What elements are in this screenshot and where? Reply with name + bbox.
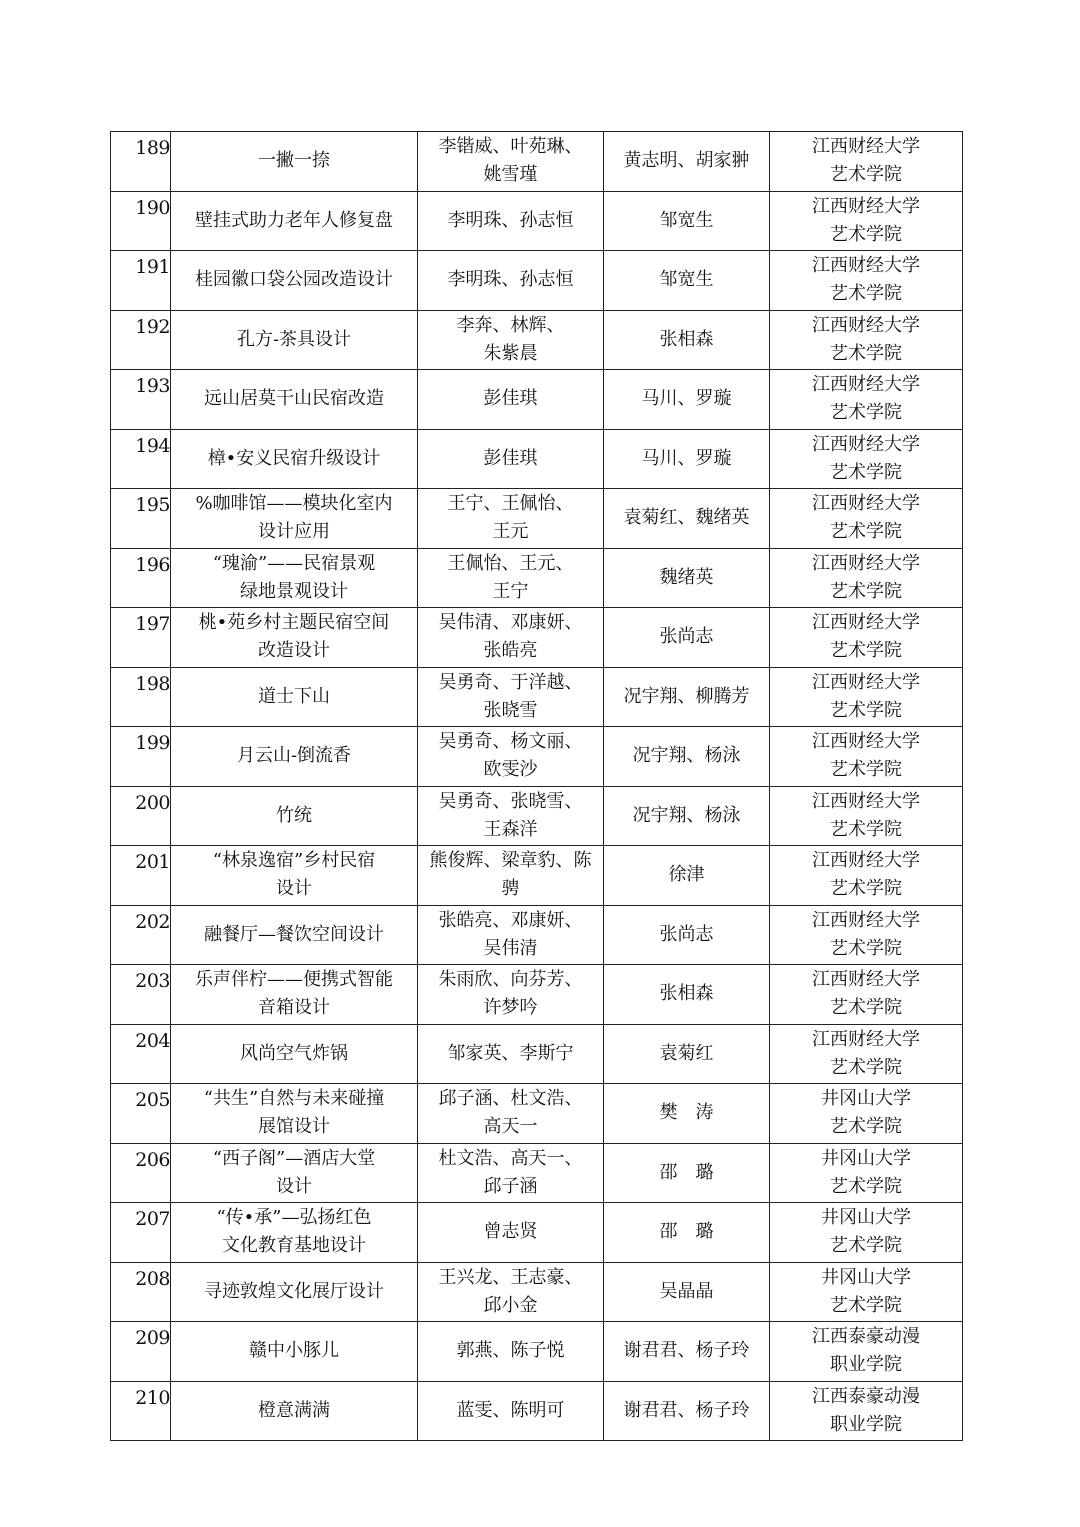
advisor-names: 樊 涛 [659, 1102, 714, 1124]
work-title: “林泉逸宿”乡村民宿 设计 [212, 850, 376, 900]
entry-number: 191 [135, 256, 170, 278]
entry-number-cell [111, 1322, 171, 1382]
advisor-names-cell [604, 191, 770, 251]
work-title-cell [171, 905, 418, 965]
school-name: 江西财经大学 艺术学院 [812, 731, 920, 781]
author-names: 吴伟清、邓康妍、 张皓亮 [438, 612, 583, 662]
author-names: 彭佳琪 [483, 388, 538, 410]
table-row [111, 965, 963, 1025]
work-title: “传•承”—弘扬红色 文化教育基地设计 [216, 1207, 372, 1257]
author-names-cell [418, 370, 604, 430]
entry-number: 190 [135, 196, 170, 219]
work-title-cell [171, 191, 418, 251]
entry-number-cell [111, 1084, 171, 1144]
author-names: 李明珠、孙志恒 [447, 269, 574, 291]
entry-number: 193 [135, 375, 170, 397]
work-title-cell [171, 846, 418, 906]
work-title-cell [171, 1322, 418, 1382]
advisor-names-cell [604, 1084, 770, 1144]
school-name-cell [770, 786, 963, 846]
work-title-cell [171, 548, 418, 608]
advisor-names-cell [604, 667, 770, 727]
school-name: 江西财经大学 艺术学院 [812, 612, 920, 662]
author-names-cell [418, 132, 604, 192]
school-name: 江西泰豪动漫 职业学院 [812, 1326, 920, 1376]
author-names: 王兴龙、王志豪、 邱小金 [438, 1266, 583, 1316]
school-name: 江西财经大学 艺术学院 [812, 493, 920, 543]
school-name: 江西财经大学 艺术学院 [812, 671, 920, 721]
work-title-cell [171, 1084, 418, 1144]
author-names: 彭佳琪 [483, 447, 538, 469]
advisor-names-cell [604, 786, 770, 846]
advisor-names: 黄志明、胡家翀 [623, 150, 750, 172]
entry-number-cell [111, 727, 171, 787]
author-names-cell [418, 727, 604, 787]
advisor-names: 张尚志 [659, 923, 714, 945]
school-name-cell [770, 1262, 963, 1322]
work-title: 樟•安义民宿升级设计 [207, 447, 381, 469]
school-name-cell [770, 1024, 963, 1084]
entry-number-cell [111, 1381, 171, 1441]
entry-number-cell [111, 191, 171, 251]
work-title-cell [171, 1262, 418, 1322]
work-title: 寻迹敦煌文化展厅设计 [204, 1280, 384, 1302]
table-body [111, 132, 963, 1441]
advisor-names-cell [604, 1143, 770, 1203]
advisor-names-cell [604, 310, 770, 370]
entry-number: 201 [135, 851, 170, 873]
school-name-cell [770, 251, 963, 311]
school-name: 井冈山大学 艺术学院 [821, 1147, 911, 1197]
table-row [111, 667, 963, 727]
entry-number-cell [111, 667, 171, 727]
advisor-names-cell [604, 132, 770, 192]
work-title: 桃•苑乡村主题民宿空间 改造设计 [198, 612, 390, 662]
advisor-names: 张相森 [659, 983, 714, 1005]
entry-number: 204 [135, 1029, 170, 1052]
school-name: 江西财经大学 艺术学院 [812, 433, 920, 483]
work-title: “西子阁”—酒店大堂 设计 [212, 1147, 376, 1197]
work-title: 风尚空气炸锅 [240, 1042, 348, 1064]
entry-number: 189 [135, 137, 170, 159]
work-title-cell [171, 965, 418, 1025]
table-row [111, 489, 963, 549]
school-name-cell [770, 370, 963, 430]
entry-number-cell [111, 846, 171, 906]
advisor-names-cell [604, 548, 770, 608]
author-names-cell [418, 667, 604, 727]
author-names: 邹家英、李斯宁 [447, 1042, 574, 1064]
school-name: 江西财经大学 艺术学院 [812, 909, 920, 959]
author-names-cell [418, 1322, 604, 1382]
author-names-cell [418, 429, 604, 489]
entry-number-cell [111, 310, 171, 370]
table-row [111, 1203, 963, 1263]
school-name-cell [770, 132, 963, 192]
school-name: 井冈山大学 艺术学院 [821, 1088, 911, 1138]
advisor-names: 徐津 [668, 864, 705, 886]
school-name-cell [770, 191, 963, 251]
table-row [111, 786, 963, 846]
school-name-cell [770, 727, 963, 787]
school-name: 江西财经大学 艺术学院 [812, 374, 920, 424]
advisor-names: 邵 璐 [659, 1221, 714, 1243]
author-names-cell [418, 965, 604, 1025]
entry-number-cell [111, 429, 171, 489]
school-name: 江西财经大学 艺术学院 [812, 1028, 920, 1078]
school-name-cell [770, 905, 963, 965]
advisor-names: 袁菊红 [659, 1042, 714, 1064]
author-names: 王宁、王佩怡、 王元 [447, 493, 574, 543]
author-names-cell [418, 1262, 604, 1322]
author-names: 邱子涵、杜文浩、 高天一 [438, 1088, 583, 1138]
advisor-names-cell [604, 1381, 770, 1441]
work-title-cell [171, 132, 418, 192]
table-row [111, 1084, 963, 1144]
author-names-cell [418, 489, 604, 549]
entry-number-cell [111, 965, 171, 1025]
work-title-cell [171, 489, 418, 549]
school-name: 江西泰豪动漫 职业学院 [812, 1385, 920, 1435]
entry-number-cell [111, 786, 171, 846]
author-names-cell [418, 251, 604, 311]
work-title-cell [171, 608, 418, 668]
author-names: 杜文浩、高天一、 邱子涵 [438, 1147, 583, 1197]
author-names: 吴勇奇、张晓雪、 王森洋 [438, 790, 583, 840]
entry-number: 206 [135, 1148, 170, 1171]
school-name-cell [770, 846, 963, 906]
advisor-names: 吴晶晶 [659, 1280, 714, 1302]
school-name: 江西财经大学 艺术学院 [812, 314, 920, 364]
work-title: 道士下山 [258, 685, 330, 707]
school-name: 江西财经大学 艺术学院 [812, 195, 920, 245]
advisor-names-cell [604, 1024, 770, 1084]
author-names-cell [418, 905, 604, 965]
table-row [111, 370, 963, 430]
advisor-names-cell [604, 965, 770, 1025]
work-title-cell [171, 1381, 418, 1441]
author-names-cell [418, 1143, 604, 1203]
author-names: 朱雨欣、向芬芳、 许梦吟 [438, 969, 583, 1019]
entry-number-cell [111, 1024, 171, 1084]
table-row [111, 132, 963, 192]
advisor-names-cell [604, 1262, 770, 1322]
advisor-names: 邵 璐 [659, 1161, 714, 1183]
table-row [111, 548, 963, 608]
school-name: 江西财经大学 艺术学院 [812, 790, 920, 840]
entry-number: 203 [135, 970, 170, 992]
school-name-cell [770, 548, 963, 608]
advisor-names-cell [604, 846, 770, 906]
table-row [111, 429, 963, 489]
entry-number: 192 [135, 315, 170, 338]
advisor-names: 谢君君、杨子玲 [623, 1399, 750, 1421]
advisor-names: 马川、罗璇 [641, 447, 732, 469]
author-names: 熊俊辉、梁章豹、陈 骋 [429, 850, 592, 900]
entry-number: 196 [135, 553, 170, 576]
advisor-names-cell [604, 608, 770, 668]
entry-number-cell [111, 608, 171, 668]
entry-number-cell [111, 132, 171, 192]
school-name-cell [770, 1381, 963, 1441]
advisor-names: 况宇翔、柳腾芳 [623, 685, 750, 707]
table-row [111, 1262, 963, 1322]
work-title: %咖啡馆——模块化室内 设计应用 [195, 493, 393, 543]
work-title: 橙意满满 [258, 1399, 330, 1421]
school-name-cell [770, 310, 963, 370]
work-title-cell [171, 1024, 418, 1084]
school-name: 井冈山大学 艺术学院 [821, 1207, 911, 1257]
work-title-cell [171, 310, 418, 370]
work-title: 赣中小豚儿 [249, 1340, 339, 1362]
table-row [111, 310, 963, 370]
author-names-cell [418, 310, 604, 370]
entry-number: 195 [135, 494, 170, 516]
author-names: 蓝雯、陈明可 [456, 1399, 565, 1421]
school-name-cell [770, 608, 963, 668]
entry-number: 210 [135, 1386, 170, 1409]
school-name-cell [770, 667, 963, 727]
author-names-cell [418, 191, 604, 251]
author-names-cell [418, 1084, 604, 1144]
author-names: 王佩怡、王元、 王宁 [447, 552, 574, 602]
author-names: 曾志贤 [483, 1221, 538, 1243]
work-title-cell [171, 251, 418, 311]
advisor-names: 马川、罗璇 [641, 388, 732, 410]
table-row [111, 1381, 963, 1441]
entry-number-cell [111, 905, 171, 965]
entry-number: 200 [135, 791, 170, 814]
school-name: 江西财经大学 艺术学院 [812, 969, 920, 1019]
advisor-names: 邹宽生 [659, 269, 714, 291]
school-name-cell [770, 965, 963, 1025]
work-title-cell [171, 1203, 418, 1263]
work-title: 壁挂式助力老年人修复盘 [195, 209, 393, 231]
work-title: 孔方-茶具设计 [236, 328, 352, 350]
author-names: 李锴威、叶苑琳、 姚雪瑾 [438, 136, 583, 186]
school-name-cell [770, 1143, 963, 1203]
work-title-cell [171, 429, 418, 489]
author-names: 张皓亮、邓康妍、 吴伟清 [438, 909, 583, 959]
advisor-names: 况宇翔、杨泳 [632, 745, 741, 767]
entry-number-cell [111, 1143, 171, 1203]
school-name: 江西财经大学 艺术学院 [812, 552, 920, 602]
advisor-names-cell [604, 429, 770, 489]
entry-number: 198 [135, 672, 170, 695]
entry-number: 202 [135, 910, 170, 933]
entry-number-cell [111, 1203, 171, 1263]
table-row [111, 251, 963, 311]
author-names-cell [418, 548, 604, 608]
advisor-names-cell [604, 1203, 770, 1263]
school-name: 江西财经大学 艺术学院 [812, 850, 920, 900]
author-names: 李明珠、孙志恒 [447, 209, 574, 231]
advisor-names-cell [604, 905, 770, 965]
entry-number: 194 [135, 434, 170, 457]
entry-number-cell [111, 548, 171, 608]
table-row [111, 1024, 963, 1084]
work-title: “瑰渝”——民宿景观 绿地景观设计 [212, 552, 376, 602]
entry-number: 209 [135, 1327, 170, 1349]
table-row [111, 846, 963, 906]
table-row [111, 905, 963, 965]
table-row [111, 727, 963, 787]
work-title-cell [171, 1143, 418, 1203]
work-title: 一撇一捺 [258, 150, 330, 172]
advisor-names-cell [604, 727, 770, 787]
table-row [111, 1322, 963, 1382]
advisor-names: 张尚志 [659, 626, 714, 648]
work-title-cell [171, 667, 418, 727]
school-name-cell [770, 1322, 963, 1382]
school-name: 江西财经大学 艺术学院 [812, 136, 920, 186]
entry-number: 207 [135, 1208, 170, 1230]
author-names: 吴勇奇、于洋越、 张晓雪 [438, 671, 583, 721]
entry-number: 199 [135, 732, 170, 754]
work-title: 远山居莫干山民宿改造 [204, 388, 384, 410]
author-names-cell [418, 786, 604, 846]
entry-number-cell [111, 1262, 171, 1322]
work-title: “共生”自然与未来碰撞 展馆设计 [203, 1088, 385, 1138]
work-title-cell [171, 370, 418, 430]
table-row [111, 1143, 963, 1203]
school-name-cell [770, 1084, 963, 1144]
author-names: 郭燕、陈子悦 [456, 1340, 565, 1362]
author-names-cell [418, 846, 604, 906]
author-names-cell [418, 1024, 604, 1084]
advisor-names: 邹宽生 [659, 209, 714, 231]
advisor-names: 张相森 [659, 328, 714, 350]
author-names-cell [418, 608, 604, 668]
table-row [111, 608, 963, 668]
advisor-names-cell [604, 1322, 770, 1382]
entry-number-cell [111, 489, 171, 549]
work-title: 桂园徽口袋公园改造设计 [195, 269, 393, 291]
advisor-names: 魏绪英 [659, 566, 714, 588]
school-name: 井冈山大学 艺术学院 [821, 1266, 911, 1316]
entry-number-cell [111, 251, 171, 311]
entry-number: 205 [135, 1089, 170, 1111]
school-name-cell [770, 429, 963, 489]
work-title-cell [171, 727, 418, 787]
advisor-names: 谢君君、杨子玲 [623, 1340, 750, 1362]
award-list-table [110, 131, 963, 1441]
author-names-cell [418, 1381, 604, 1441]
advisor-names: 袁菊红、魏绪英 [623, 507, 750, 529]
advisor-names: 况宇翔、杨泳 [632, 804, 741, 826]
advisor-names-cell [604, 251, 770, 311]
author-names-cell [418, 1203, 604, 1263]
school-name-cell [770, 489, 963, 549]
work-title: 月云山-倒流香 [236, 745, 352, 767]
school-name: 江西财经大学 艺术学院 [812, 255, 920, 305]
advisor-names-cell [604, 489, 770, 549]
entry-number: 208 [135, 1267, 170, 1290]
advisor-names-cell [604, 370, 770, 430]
author-names: 吴勇奇、杨文丽、 欧雯沙 [438, 731, 583, 781]
entry-number-cell [111, 370, 171, 430]
school-name-cell [770, 1203, 963, 1263]
table-row [111, 191, 963, 251]
work-title-cell [171, 786, 418, 846]
entry-number: 197 [135, 613, 170, 635]
work-title: 乐声伴柠——便携式智能 音箱设计 [195, 969, 393, 1019]
work-title: 融餐厅—餐饮空间设计 [204, 923, 384, 945]
author-names: 李奔、林辉、 朱紫晨 [456, 314, 565, 364]
work-title: 竹统 [276, 804, 312, 826]
